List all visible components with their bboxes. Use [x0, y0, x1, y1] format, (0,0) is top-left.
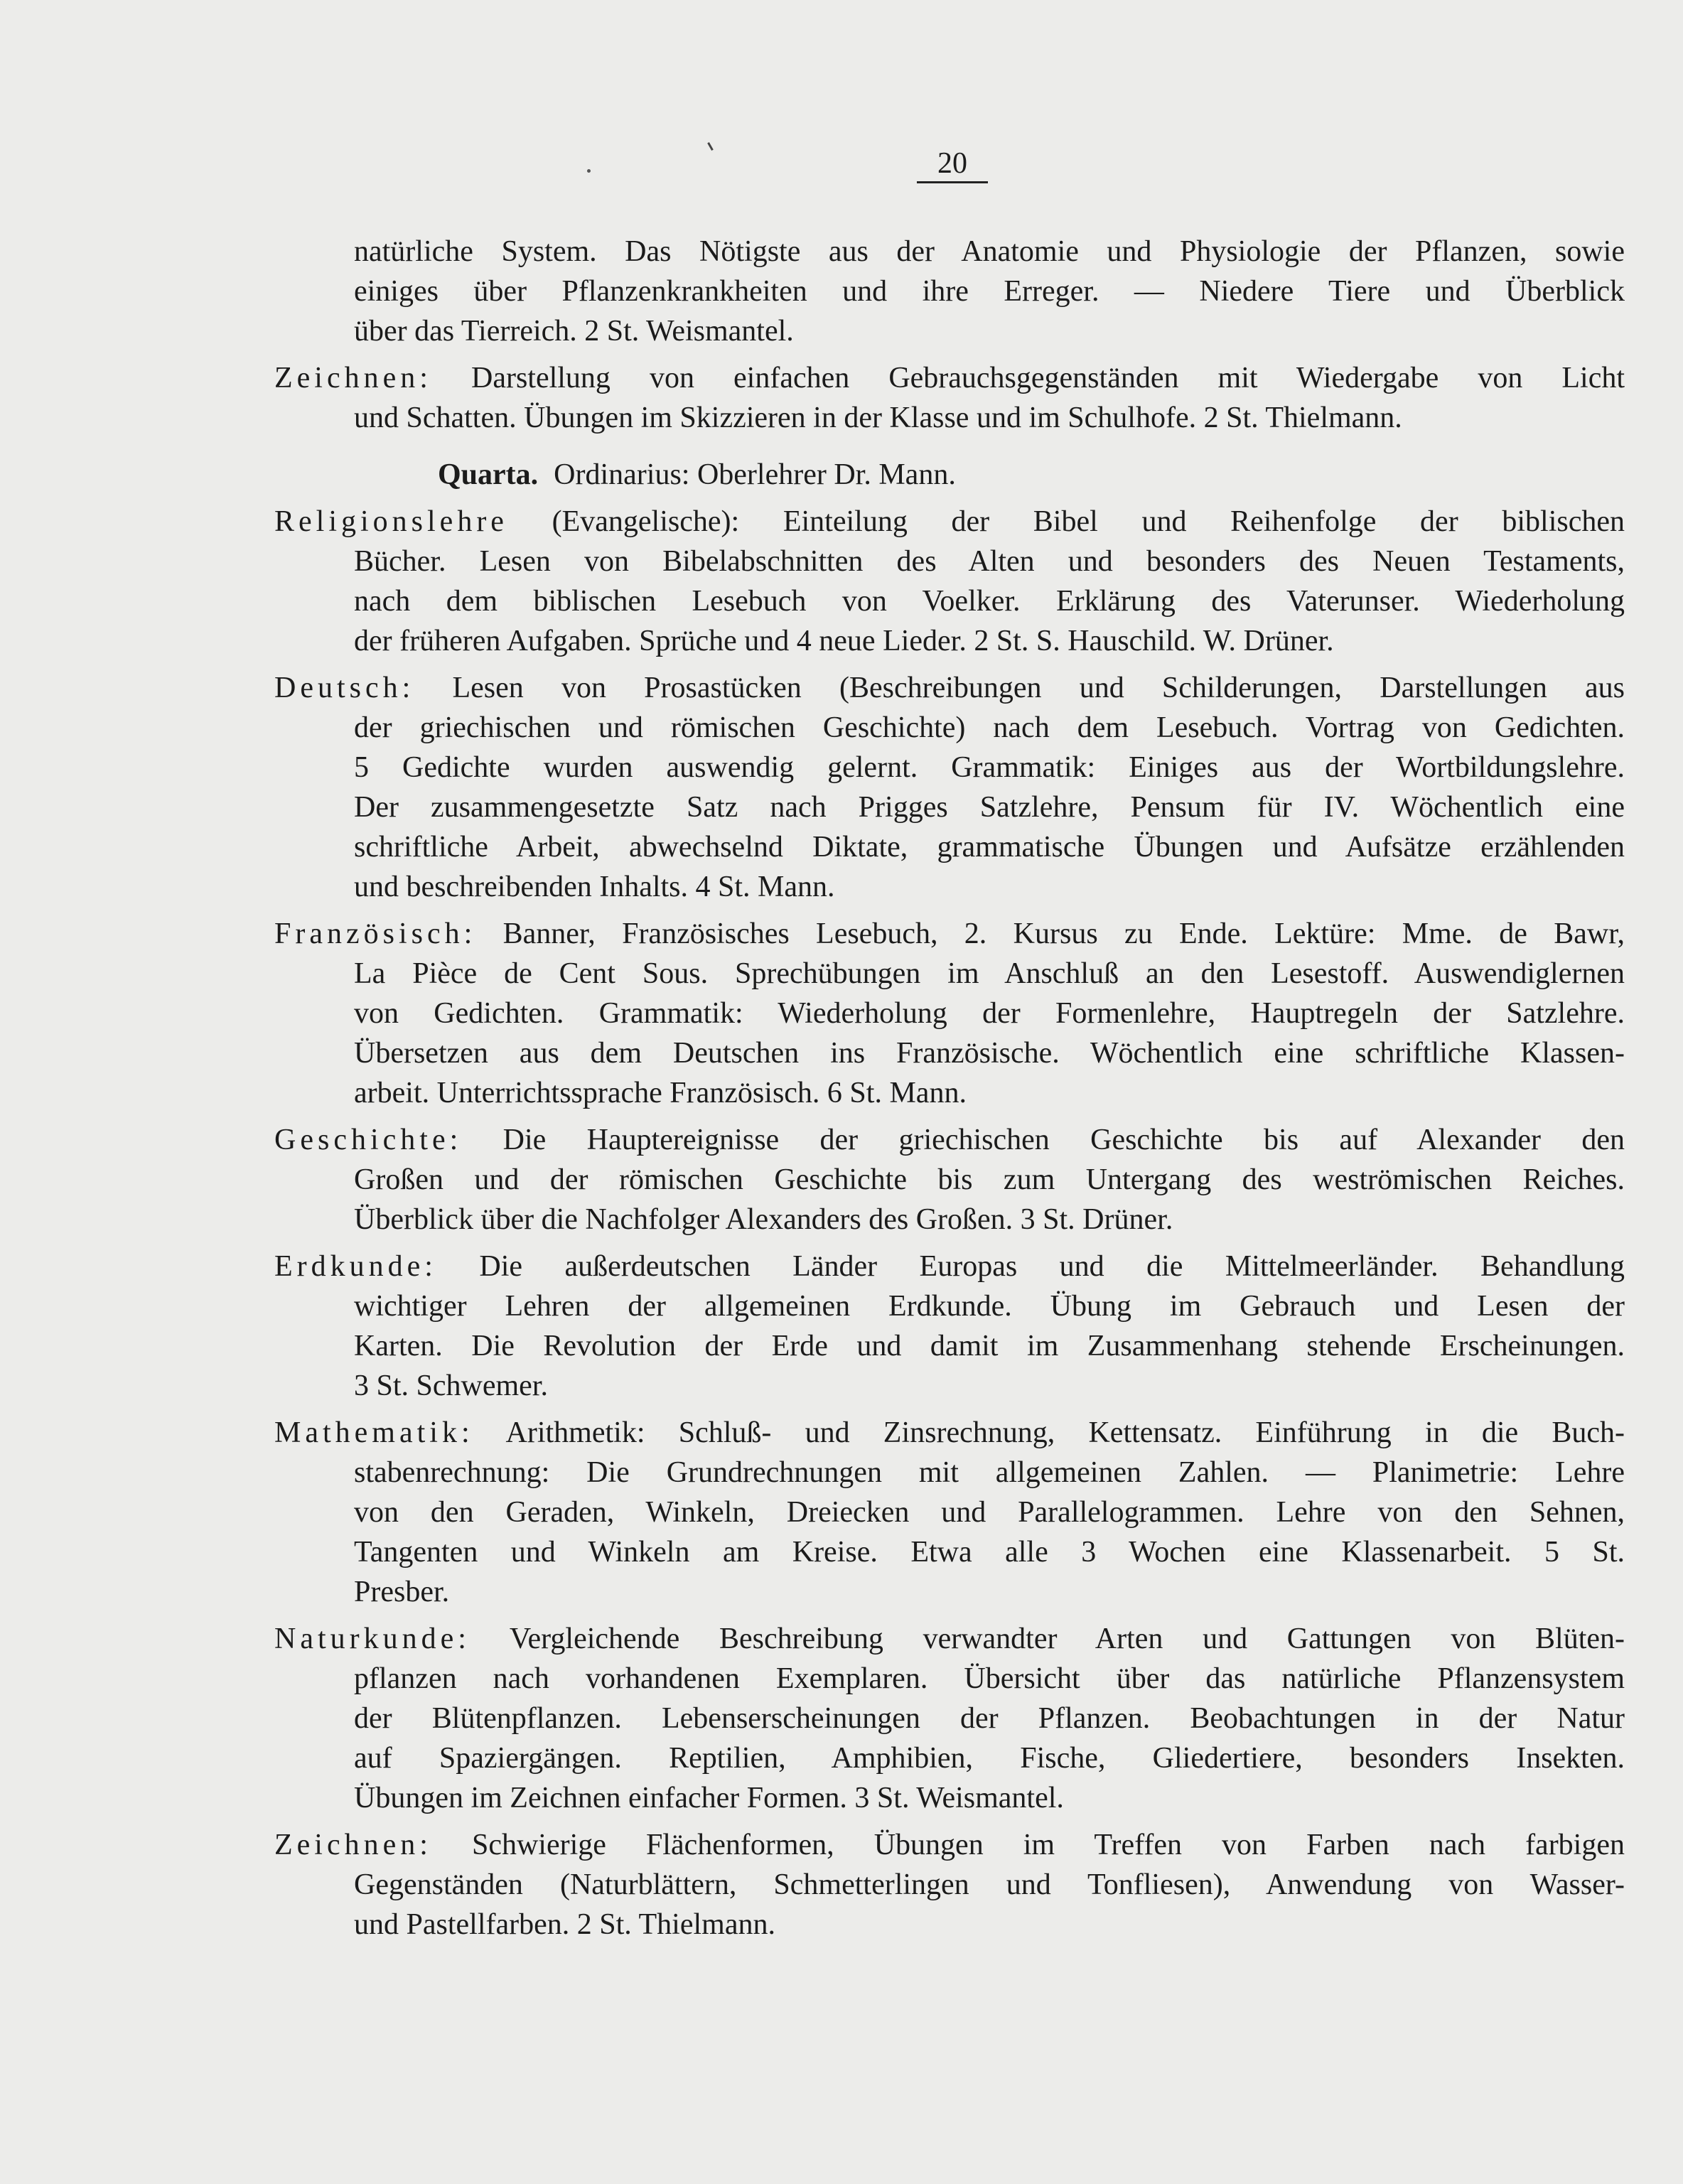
- text-line: [274, 1532, 1625, 1572]
- text-line: [274, 502, 1625, 542]
- subject-section: [274, 358, 1625, 438]
- subject-section: [274, 1120, 1625, 1239]
- line-text: Die außerdeutschen Länder Europas und die Mittelmeerländer. Behandlung: [479, 1250, 1625, 1283]
- line-text: Presber.: [354, 1576, 450, 1608]
- subject-section: [274, 1825, 1625, 1944]
- text-line: [274, 398, 1625, 438]
- line-text: Übungen im Zeichnen einfacher Formen. 3 St. Weismantel.: [354, 1782, 1064, 1814]
- subject-label: Erdkunde:: [274, 1250, 437, 1283]
- text-line: [274, 1073, 1625, 1113]
- text-line: [274, 271, 1625, 311]
- text-line: [274, 867, 1625, 907]
- text-line: [274, 232, 1625, 271]
- line-text: Bücher. Lesen von Bibelabschnitten des Alten und besonders des Neuen Testaments,: [354, 545, 1625, 578]
- line-text: von den Geraden, Winkeln, Dreiecken und Parallelogrammen. Lehre von den Sehnen,: [354, 1496, 1625, 1529]
- line-text: Die Hauptereignisse der griechischen Geschichte bis auf Alexander den: [502, 1124, 1625, 1156]
- line-text: Lesen von Prosastücken (Beschreibungen und Schilderungen, Darstellungen aus: [452, 672, 1625, 704]
- line-text: von Gedichten. Grammatik: Wiederholung der Formenlehre, Hauptregeln der Satzlehre.: [354, 997, 1625, 1030]
- text-line: [274, 1366, 1625, 1406]
- sections-subjects: [274, 502, 1625, 1944]
- text-line: [274, 668, 1625, 708]
- text-line: [274, 1619, 1625, 1659]
- subject-section: [274, 232, 1625, 351]
- text-line: [274, 954, 1625, 994]
- text-line: [274, 994, 1625, 1033]
- line-text: (Evangelische): Einteilung der Bibel und Reihenfolge der biblischen: [552, 505, 1625, 538]
- class-heading: [274, 455, 1625, 495]
- line-text: Übersetzen aus dem Deutschen ins Französische. Wöchentlich eine schriftliche Klassen-: [354, 1037, 1625, 1070]
- subject-section: [274, 914, 1625, 1113]
- subject-label: Französisch:: [274, 918, 477, 950]
- text-line: [274, 1033, 1625, 1073]
- subject-label: Religionslehre: [274, 505, 508, 538]
- text-line: [274, 358, 1625, 398]
- subject-label: Zeichnen:: [274, 362, 432, 394]
- line-text: schriftliche Arbeit, abwechselnd Diktate, grammatische Übungen und Aufsätze erzählenden: [354, 831, 1625, 864]
- stray-dot: [587, 169, 591, 173]
- subject-section: [274, 1619, 1625, 1818]
- text-line: [274, 1286, 1625, 1326]
- line-text: Vergleichende Beschreibung verwandter Arten und Gattungen von Blüten-: [509, 1623, 1625, 1655]
- text-line: [274, 1825, 1625, 1865]
- text-line: [274, 1247, 1625, 1286]
- text-line: [274, 1492, 1625, 1532]
- text-line: [274, 787, 1625, 827]
- subject-label: Geschichte:: [274, 1124, 463, 1156]
- line-text: der früheren Aufgaben. Sprüche und 4 neue Lieder. 2 St. S. Hauschild. W. Drüner.: [354, 625, 1334, 657]
- line-text: Banner, Französisches Lesebuch, 2. Kursus zu Ende. Lektüre: Mme. de Bawr,: [502, 918, 1625, 950]
- line-text: Überblick über die Nachfolger Alexanders des Großen. 3 St. Drüner.: [354, 1203, 1173, 1236]
- text-line: [274, 1160, 1625, 1200]
- line-text: nach dem biblischen Lesebuch von Voelker. Erklärung des Vaterunser. Wiederholung: [354, 585, 1625, 618]
- line-text: Darstellung von einfachen Gebrauchsgegenständen mit Wiedergabe von Licht: [471, 362, 1625, 394]
- text-line: [274, 1572, 1625, 1612]
- line-text: Tangenten und Winkeln am Kreise. Etwa alle 3 Wochen eine Klassenarbeit. 5 St.: [354, 1536, 1625, 1569]
- line-text: einiges über Pflanzenkrankheiten und ihre Erreger. — Niedere Tiere und Überblick: [354, 275, 1625, 308]
- text-line: [274, 1699, 1625, 1738]
- text-line: [274, 1865, 1625, 1905]
- stray-mark: [707, 142, 714, 151]
- subject-section: [274, 668, 1625, 907]
- text-line: [274, 1905, 1625, 1944]
- page-body: [274, 225, 1625, 1944]
- text-line: [274, 621, 1625, 661]
- line-text: natürliche System. Das Nötigste aus der Anatomie und Physiologie der Pflanzen, sowie: [354, 235, 1625, 268]
- line-text: Schwierige Flächenformen, Übungen im Treffen von Farben nach farbigen: [471, 1829, 1625, 1861]
- line-text: wichtiger Lehren der allgemeinen Erdkunde. Übung im Gebrauch und Lesen der: [354, 1290, 1625, 1323]
- text-line: [274, 708, 1625, 748]
- subject-label: Deutsch:: [274, 672, 415, 704]
- text-line: [274, 581, 1625, 621]
- text-line: [274, 1453, 1625, 1492]
- subject-label: Zeichnen:: [274, 1829, 432, 1861]
- line-text: auf Spaziergängen. Reptilien, Amphibien, Fische, Gliedertiere, besonders Insekten.: [354, 1742, 1625, 1775]
- text-line: [274, 748, 1625, 787]
- line-text: und beschreibenden Inhalts. 4 St. Mann.: [354, 871, 835, 903]
- line-text: Karten. Die Revolution der Erde und damit im Zusammenhang stehende Erscheinungen.: [354, 1330, 1625, 1362]
- subject-section: [274, 502, 1625, 661]
- line-text: Gegenständen (Naturblättern, Schmetterlingen und Tonfliesen), Anwendung von Wasser-: [354, 1868, 1625, 1901]
- line-text: arbeit. Unterrichtssprache Französisch. 6 St. Mann.: [354, 1077, 967, 1109]
- text-line: [274, 1120, 1625, 1160]
- text-line: [274, 1326, 1625, 1366]
- class-name: Quarta.: [438, 458, 539, 491]
- line-text: Arithmetik: Schluß- und Zinsrechnung, Kettensatz. Einführung in die Buch-: [505, 1416, 1625, 1449]
- text-line: [274, 1413, 1625, 1453]
- text-line: [274, 1659, 1625, 1699]
- line-text: pflanzen nach vorhandenen Exemplaren. Übersicht über das natürliche Pflanzensystem: [354, 1662, 1625, 1695]
- subject-section: [274, 1413, 1625, 1612]
- line-text: der griechischen und römischen Geschichte) nach dem Lesebuch. Vortrag von Gedichten.: [354, 711, 1625, 744]
- line-text: der Blütenpflanzen. Lebenserscheinungen der Pflanzen. Beobachtungen in der Natur: [354, 1702, 1625, 1735]
- text-line: [274, 914, 1625, 954]
- sections-before: [274, 232, 1625, 438]
- line-text: 3 St. Schwemer.: [354, 1370, 548, 1402]
- subject-label: Mathematik:: [274, 1416, 474, 1449]
- line-text: stabenrechnung: Die Grundrechnungen mit allgemeinen Zahlen. — Planimetrie: Lehre: [354, 1456, 1625, 1489]
- line-text: Großen und der römischen Geschichte bis zum Untergang des weströmischen Reiches.: [354, 1163, 1625, 1196]
- line-text: 5 Gedichte wurden auswendig gelernt. Grammatik: Einiges aus der Wortbildungslehre.: [354, 751, 1625, 784]
- line-text: Der zusammengesetzte Satz nach Prigges Satzlehre, Pensum für IV. Wöchentlich eine: [354, 791, 1625, 824]
- line-text: und Pastellfarben. 2 St. Thielmann.: [354, 1908, 775, 1941]
- text-line: [274, 827, 1625, 867]
- line-text: über das Tierreich. 2 St. Weismantel.: [354, 315, 794, 348]
- text-line: [274, 1200, 1625, 1239]
- page-number: 20: [917, 146, 988, 183]
- text-line: [274, 311, 1625, 351]
- text-line: [274, 1778, 1625, 1818]
- subject-label: Naturkunde:: [274, 1623, 471, 1655]
- subject-section: [274, 1247, 1625, 1406]
- line-text: und Schatten. Übungen im Skizzieren in der Klasse und im Schulhofe. 2 St. Thielmann.: [354, 402, 1402, 434]
- line-text: La Pièce de Cent Sous. Sprechübungen im Anschluß an den Lesestoff. Auswendiglernen: [354, 957, 1625, 990]
- ordinarius: Ordinarius: Oberlehrer Dr. Mann.: [554, 458, 956, 491]
- text-line: [274, 542, 1625, 581]
- text-line: [274, 1738, 1625, 1778]
